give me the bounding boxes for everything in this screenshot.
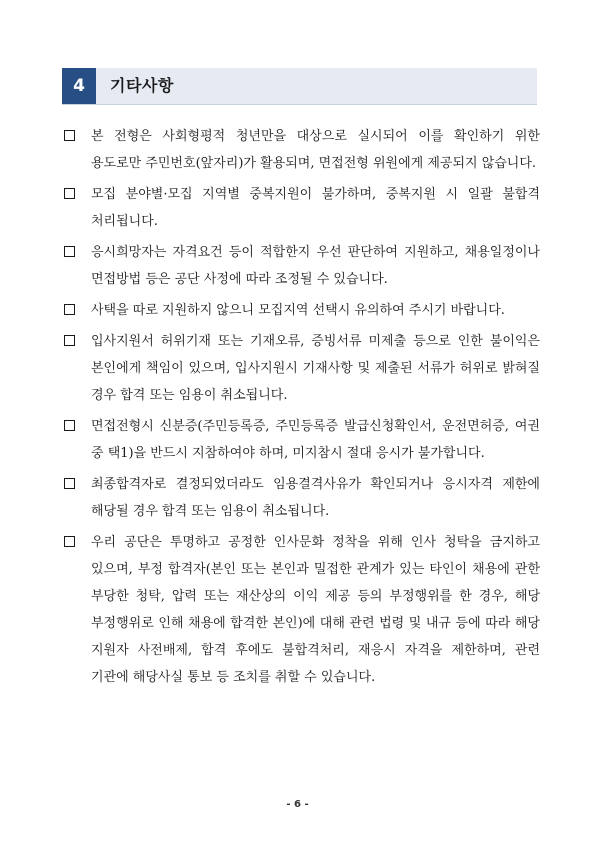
section-header [62, 68, 537, 105]
notice-item [64, 413, 540, 467]
notice-list [64, 123, 540, 695]
notice-text: 응시희망자는 자격요건 등이 적합한지 우선 판단하여 지원하고, 채용일정이나 면접방법 등은 공단 사정에 따라 조정될 수 있습니다. [91, 245, 540, 287]
section-number: 4 [62, 68, 96, 104]
notice-item [64, 529, 540, 691]
checkbox-icon [64, 420, 75, 431]
notice-item [64, 181, 540, 235]
notice-text: 모집 분야별·모집 지역별 중복지원이 불가하며, 중복지원 시 일괄 불합격 처리됩니다. [91, 187, 540, 229]
checkbox-icon [64, 478, 75, 489]
section-title: 기타사항 [110, 76, 174, 95]
checkbox-icon [64, 335, 75, 346]
notice-text: 면접전형시 신분증(주민등록증, 주민등록증 발급신청확인서, 운전면허증, 여권 중 택1)을 반드시 지참하여야 하며, 미지참시 절대 응시가 불가합니다. [91, 419, 540, 461]
notice-text: 최종합격자로 결정되었더라도 임용결격사유가 확인되거나 응시자격 제한에 해당될 경우 합격 또는 임용이 취소됩니다. [91, 477, 540, 519]
page-number: - 6 - [286, 799, 309, 810]
notice-text: 입사지원서 허위기재 또는 기재오류, 증빙서류 미제출 등으로 인한 불이익은 본인에게 책임이 있으며, 입사지원시 기재사항 및 제출된 서류가 허위로 밝혀질 경우 합격 또는 임용이 취소됩니다. [91, 334, 540, 403]
notice-item [64, 123, 540, 177]
checkbox-icon [64, 130, 75, 141]
notice-text: 본 전형은 사회형평적 청년만을 대상으로 실시되어 이를 확인하기 위한 용도로만 주민번호(앞자리)가 활용되며, 면접전형 위원에게 제공되지 않습니다. [91, 129, 540, 171]
notice-item [64, 328, 540, 409]
notice-item [64, 297, 540, 324]
notice-text: 우리 공단은 투명하고 공정한 인사문화 정착을 위해 인사 청탁을 금지하고 있으며, 부정 합격자(본인 또는 본인과 밀접한 관계가 있는 타인이 채용에 관한 부당한 청탁, 압력 또는 재산상의 이익 제공 등의 부정행위를 한 경우, 해당 부정행위로 인해 채용에 합격한 본인)에 대해 관련 법령 및 내규 등에 따라 해당 지원자 사전배제, 합격 후에도 불합격처리, 재응시 자격을 제한하며, 관련 기관에 해당사실 통보 등 조치를 취할 수 있습니다. [91, 535, 540, 685]
checkbox-icon [64, 536, 75, 547]
notice-item [64, 239, 540, 293]
checkbox-icon [64, 304, 75, 315]
checkbox-icon [64, 188, 75, 199]
checkbox-icon [64, 246, 75, 257]
notice-item [64, 471, 540, 525]
notice-text: 사택을 따로 지원하지 않으니 모집지역 선택시 유의하여 주시기 바랍니다. [91, 303, 505, 318]
